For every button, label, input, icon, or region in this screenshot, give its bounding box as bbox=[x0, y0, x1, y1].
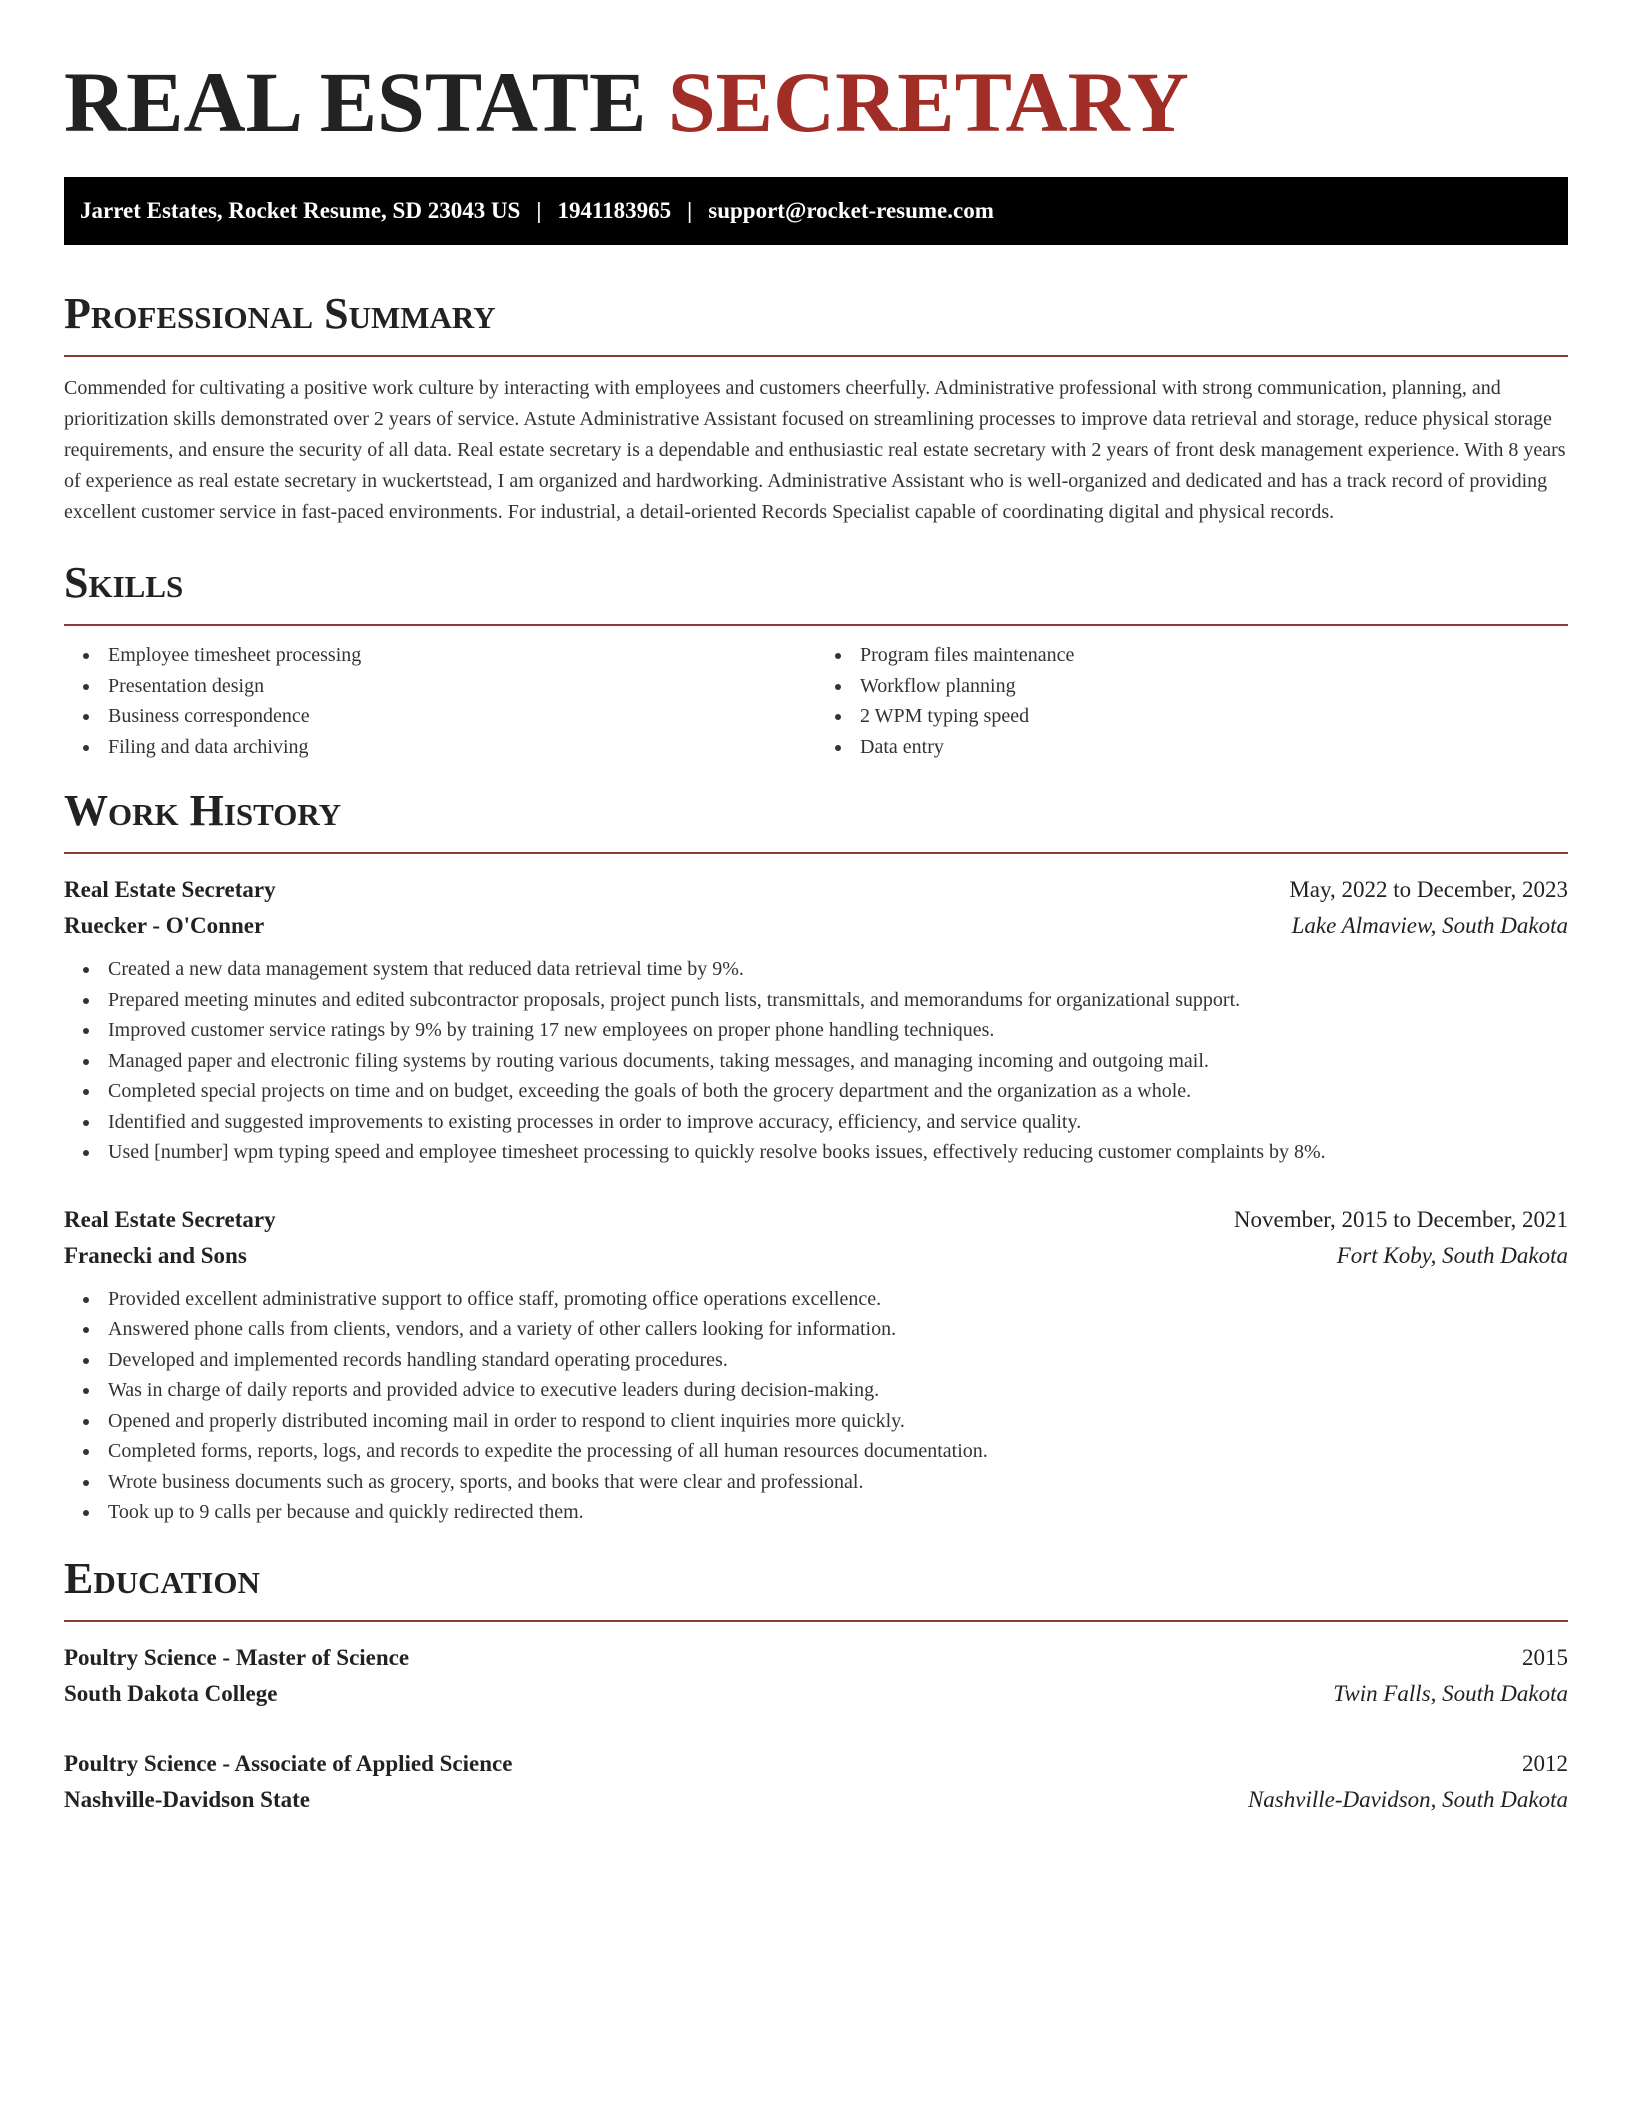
resume-title bbox=[64, 52, 1568, 152]
job-entry bbox=[64, 1202, 1568, 1528]
job-bullet: Improved customer service ratings by 9% by training 17 new employees on proper phone handling techniques. bbox=[108, 1015, 1568, 1046]
job-bullet: Managed paper and electronic filing systems by routing various documents, taking messages, and managing incoming and outgoing mail. bbox=[108, 1046, 1568, 1077]
job-dates: November, 2015 to December, 2021 bbox=[1233, 1206, 1568, 1232]
job-dates: May, 2022 to December, 2023 bbox=[1289, 877, 1568, 902]
section-title-education: Education bbox=[64, 1553, 260, 1603]
job-bullets bbox=[64, 1284, 1568, 1528]
job-company-row bbox=[64, 908, 1568, 944]
summary-section bbox=[64, 289, 1568, 528]
job-bullet: Provided excellent administrative support to office staff, promoting office operations excellence. bbox=[108, 1284, 1568, 1315]
education-school: Nashville-Davidson State bbox=[64, 1786, 310, 1812]
contact-email[interactable]: support@rocket-resume.com bbox=[708, 198, 994, 223]
education-degree: Poultry Science - Associate of Applied Science bbox=[64, 1750, 513, 1776]
education-location: Nashville-Davidson, South Dakota bbox=[1247, 1786, 1568, 1812]
job-bullet: Completed special projects on time and on budget, exceeding the goals of both the grocery department and the organization as a whole. bbox=[108, 1076, 1568, 1107]
title-accent-part: SECRETARY bbox=[667, 54, 1189, 150]
skill-item: Presentation design bbox=[108, 671, 816, 702]
job-entry bbox=[64, 872, 1568, 1168]
job-bullet: Took up to 9 calls per because and quickly redirected them. bbox=[108, 1497, 1568, 1528]
job-role: Real Estate Secretary bbox=[64, 877, 276, 902]
skill-item: 2 WPM typing speed bbox=[860, 701, 1568, 732]
skills-column-left bbox=[64, 640, 816, 762]
education-year: 2012 bbox=[1522, 1750, 1568, 1776]
education-section bbox=[64, 1554, 1568, 1818]
education-school-row bbox=[64, 1782, 1568, 1818]
skill-item: Employee timesheet processing bbox=[108, 640, 816, 671]
skills-column-right bbox=[816, 640, 1568, 762]
job-bullet: Answered phone calls from clients, vendors, and a variety of other callers looking for information. bbox=[108, 1314, 1568, 1345]
job-header-row bbox=[64, 872, 1568, 908]
education-entry bbox=[64, 1640, 1568, 1712]
education-degree: Poultry Science - Master of Science bbox=[64, 1644, 410, 1670]
contact-address: Jarret Estates, Rocket Resume, SD 23043 US bbox=[80, 198, 521, 223]
contact-bar bbox=[64, 177, 1568, 245]
education-header-row bbox=[64, 1640, 1568, 1676]
education-header-row bbox=[64, 1746, 1568, 1782]
skill-item: Program files maintenance bbox=[860, 640, 1568, 671]
job-company: Ruecker - O'Conner bbox=[64, 913, 265, 938]
job-bullet: Prepared meeting minutes and edited subcontractor proposals, project punch lists, transmittals, and memorandums for organizational support. bbox=[108, 985, 1568, 1016]
section-divider bbox=[64, 852, 1568, 854]
job-role: Real Estate Secretary bbox=[64, 1206, 276, 1232]
education-entry bbox=[64, 1746, 1568, 1818]
job-bullet: Was in charge of daily reports and provided advice to executive leaders during decision-making. bbox=[108, 1375, 1568, 1406]
skill-item: Workflow planning bbox=[860, 671, 1568, 702]
job-bullet: Identified and suggested improvements to existing processes in order to improve accuracy, efficiency, and service quality. bbox=[108, 1107, 1568, 1138]
job-location: Lake Almaview, South Dakota bbox=[1291, 913, 1568, 938]
skills-grid bbox=[64, 640, 1568, 762]
job-location: Fort Koby, South Dakota bbox=[1336, 1242, 1568, 1268]
skill-item: Business correspondence bbox=[108, 701, 816, 732]
contact-separator: | bbox=[687, 198, 693, 223]
education-school: South Dakota College bbox=[64, 1680, 278, 1706]
education-year: 2015 bbox=[1522, 1644, 1568, 1670]
skills-section bbox=[64, 558, 1568, 762]
job-bullet: Wrote business documents such as grocery, sports, and books that were clear and professional. bbox=[108, 1467, 1568, 1498]
section-divider bbox=[64, 624, 1568, 626]
job-bullet: Used [number] wpm typing speed and employee timesheet processing to quickly resolve books issues, effectively reducing customer complaints by 8%. bbox=[108, 1137, 1568, 1168]
summary-text: Commended for cultivating a positive work culture by interacting with employees and customers cheerfully. Administrative professional with strong communication, planning, and prioritization skills demonstrated over 2 years of service. Astute Administrative Assistant focused on streamlining processes to improve data retrieval and storage, reduce physical storage requirements, and ensure the security of all data. Real estate secretary is a dependable and enthusiastic real estate secretary with 2 years of front desk management experience. With 8 years of experience as real estate secretary in wuckertstead, I am organized and hardworking. Administrative Assistant who is well-organized and dedicated and has a track record of providing excellent customer service in fast-paced environments. For industrial, a detail-oriented Records Specialist capable of coordinating digital and physical records. bbox=[64, 377, 1566, 523]
section-divider bbox=[64, 1620, 1568, 1622]
education-location: Twin Falls, South Dakota bbox=[1333, 1680, 1568, 1706]
job-company-row bbox=[64, 1238, 1568, 1274]
section-title-skills: Skills bbox=[64, 558, 184, 607]
job-header-row bbox=[64, 1202, 1568, 1238]
education-school-row bbox=[64, 1676, 1568, 1712]
title-role-part: REAL ESTATE bbox=[64, 54, 647, 150]
job-bullets bbox=[64, 954, 1568, 1168]
skill-item: Filing and data archiving bbox=[108, 732, 816, 763]
contact-phone[interactable]: 1941183965 bbox=[557, 198, 672, 223]
section-title-summary: Professional Summary bbox=[64, 289, 496, 338]
job-bullet: Created a new data management system that reduced data retrieval time by 9%. bbox=[108, 954, 1568, 985]
job-company: Franecki and Sons bbox=[64, 1242, 247, 1268]
job-bullet: Opened and properly distributed incoming mail in order to respond to client inquiries more quickly. bbox=[108, 1406, 1568, 1437]
skill-item: Data entry bbox=[860, 732, 1568, 763]
section-divider bbox=[64, 355, 1568, 357]
contact-separator: | bbox=[536, 198, 542, 223]
job-bullet: Completed forms, reports, logs, and records to expedite the processing of all human resources documentation. bbox=[108, 1436, 1568, 1467]
section-title-work-history: Work History bbox=[64, 786, 342, 835]
job-bullet: Developed and implemented records handling standard operating procedures. bbox=[108, 1345, 1568, 1376]
work-history-section bbox=[64, 786, 1568, 1528]
